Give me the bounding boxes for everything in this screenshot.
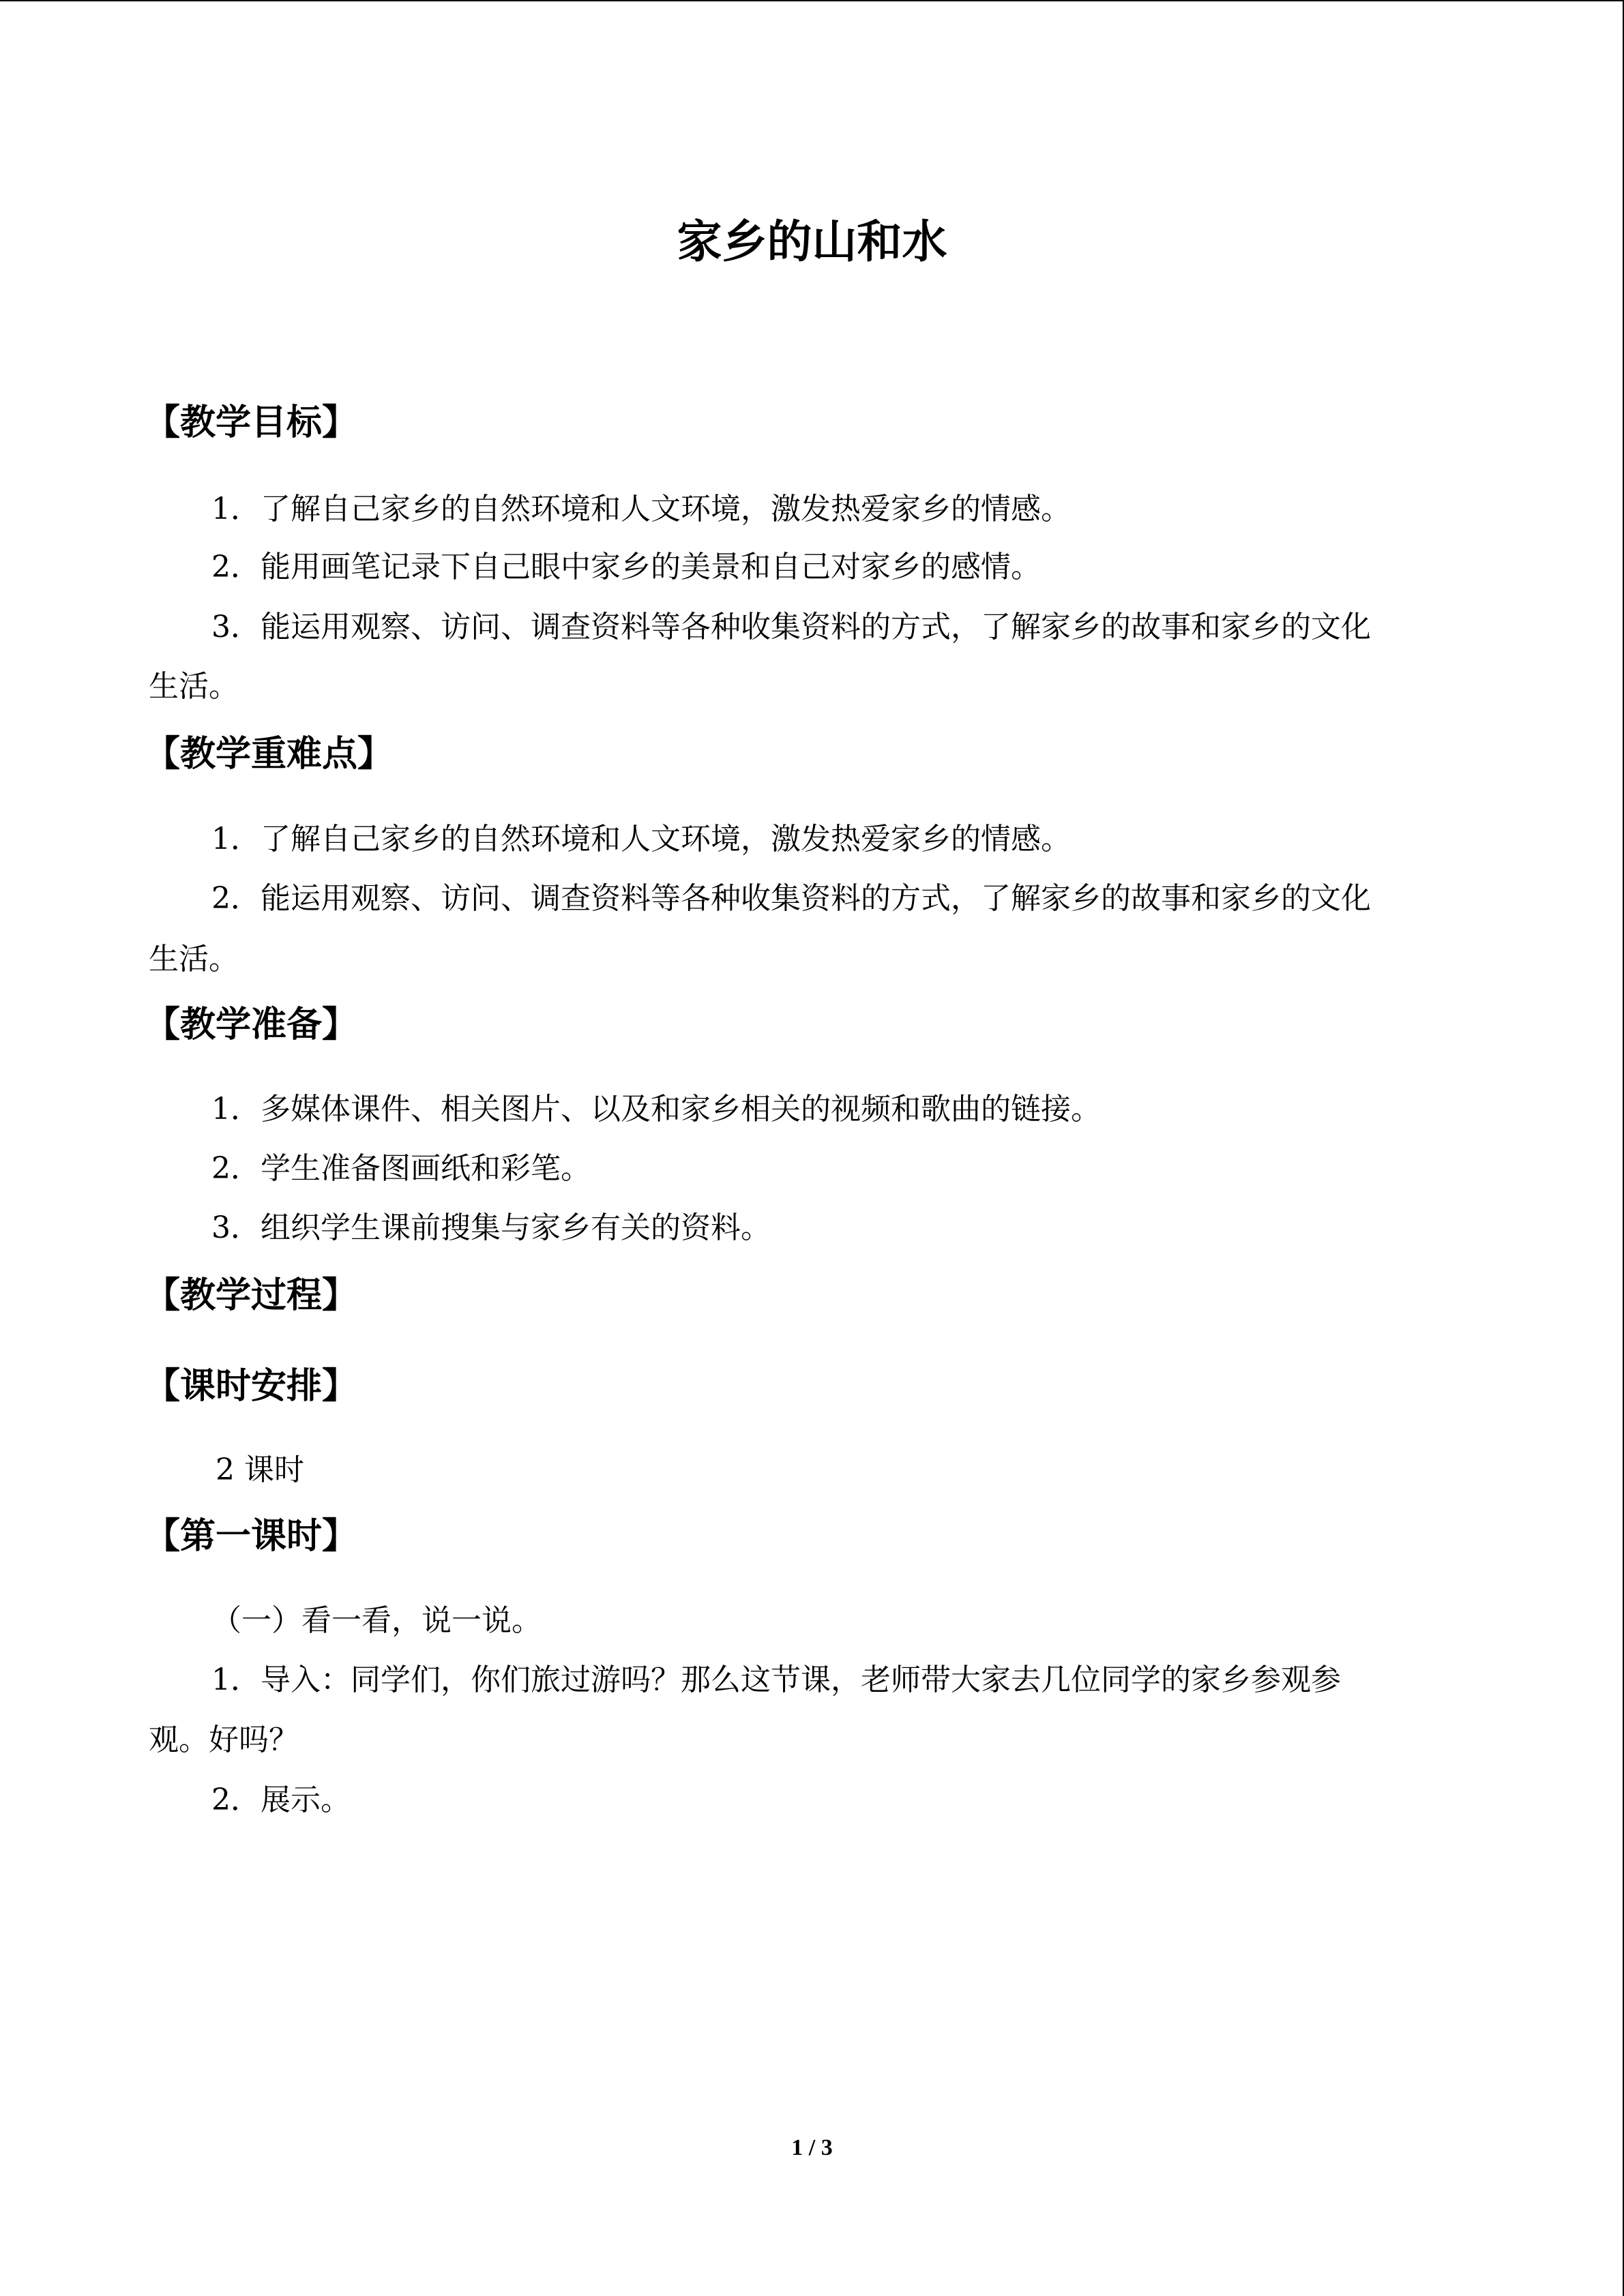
schedule-line-1: 2 课时 (216, 1452, 304, 1487)
key-point-line-2: 2．能运用观察、访问、调查资料等各种收集资料的方式，了解家乡的故事和家乡的文化 (211, 881, 1371, 916)
heading-key-points: 【教学重难点】 (145, 734, 394, 775)
lesson1-line-1: （一）看一看，说一说。 (211, 1603, 542, 1638)
lesson1-line-2: 1．导入：同学们，你们旅过游吗？那么这节课，老师带大家去几位同学的家乡参观参 (211, 1663, 1341, 1697)
lesson1-line-3: 2．展示。 (211, 1783, 351, 1817)
objective-line-3: 3．能运用观察、访问、调查资料等各种收集资料的方式，了解家乡的故事和家乡的文化 (211, 610, 1371, 644)
heading-preparation: 【教学准备】 (145, 1004, 358, 1045)
page-indicator: 1 / 3 (791, 2135, 833, 2160)
key-point-line-1: 1．了解自己家乡的自然环境和人文环境，激发热爱家乡的情感。 (211, 822, 1071, 856)
heading-lesson1: 【第一课时】 (145, 1516, 358, 1557)
preparation-line-1: 1．多媒体课件、相关图片、以及和家乡相关的视频和歌曲的链接。 (211, 1092, 1101, 1127)
heading-process: 【教学过程】 (145, 1275, 358, 1316)
objective-line-3-cont: 生活。 (149, 669, 239, 704)
objective-line-1: 1．了解自己家乡的自然环境和人文环境，激发热爱家乡的情感。 (211, 492, 1071, 526)
key-point-line-2-cont: 生活。 (149, 942, 239, 976)
heading-schedule: 【课时安排】 (145, 1366, 358, 1407)
heading-objectives: 【教学目标】 (145, 402, 358, 443)
preparation-line-2: 2．学生准备图画纸和彩笔。 (211, 1151, 591, 1186)
top-border (0, 0, 1624, 1)
page-title: 家乡的山和水 (677, 215, 947, 268)
preparation-line-3: 3．组织学生课前搜集与家乡有关的资料。 (211, 1210, 771, 1245)
objective-line-2: 2．能用画笔记录下自己眼中家乡的美景和自己对家乡的感情。 (211, 550, 1041, 584)
lesson1-line-2-cont: 观。好吗？ (149, 1723, 299, 1757)
